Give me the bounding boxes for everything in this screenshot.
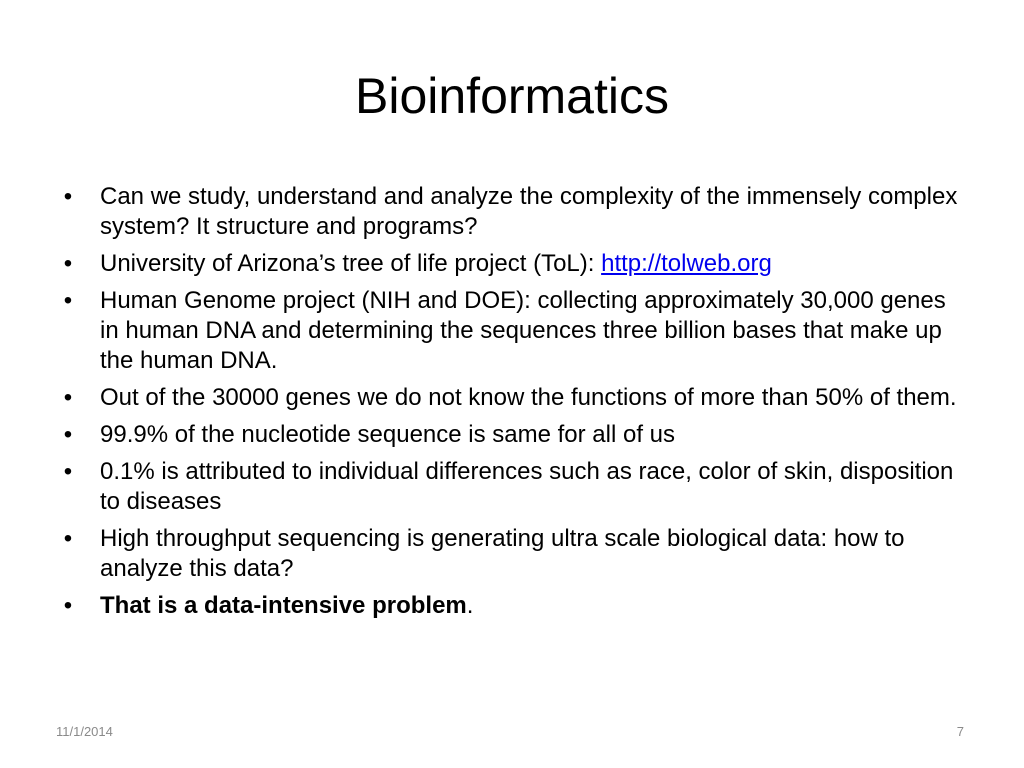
bullet-text-suffix: .	[466, 592, 474, 619]
list-item	[58, 524, 970, 584]
footer-date: 11/1/2014	[56, 724, 113, 739]
list-item	[58, 383, 970, 413]
bullet-icon: •	[63, 384, 73, 411]
bullet-text: Human Genome project (NIH and DOE): collecting approximately 30,000 genes in human DNA and determining the sequences three billion bases that make up the human DNA.	[100, 287, 946, 374]
list-item	[58, 286, 970, 376]
bullet-icon: •	[63, 458, 73, 485]
list-item	[58, 457, 970, 517]
bullet-text-bold: That is a data-intensive problem	[100, 592, 467, 619]
bullet-icon: •	[63, 183, 73, 210]
bullet-icon: •	[63, 250, 73, 277]
bullet-text: 99.9% of the nucleotide sequence is same for all of us	[100, 421, 676, 448]
bullet-text: Out of the 30000 genes we do not know the functions of more than 50% of them.	[100, 384, 957, 411]
page-number: 7	[956, 724, 964, 739]
bullet-text: University of Arizona’s tree of life project (ToL):	[100, 250, 602, 277]
bullet-list	[58, 182, 970, 628]
list-item	[58, 420, 970, 450]
slide-title: Bioinformatics	[355, 68, 669, 124]
bullet-text: Can we study, understand and analyze the complexity of the immensely complex system? It structure and programs?	[100, 183, 958, 240]
tolweb-link[interactable]: http://tolweb.org	[601, 250, 772, 277]
list-item	[58, 182, 970, 242]
bullet-text: High throughput sequencing is generating ultra scale biological data: how to analyze this data?	[100, 525, 905, 582]
bullet-icon: •	[63, 287, 73, 314]
bullet-icon: •	[63, 592, 73, 619]
list-item	[58, 591, 970, 621]
bullet-icon: •	[63, 525, 73, 552]
bullet-icon: •	[63, 421, 73, 448]
list-item	[58, 249, 970, 279]
bullet-text: 0.1% is attributed to individual differences such as race, color of skin, disposition to diseases	[100, 458, 954, 515]
